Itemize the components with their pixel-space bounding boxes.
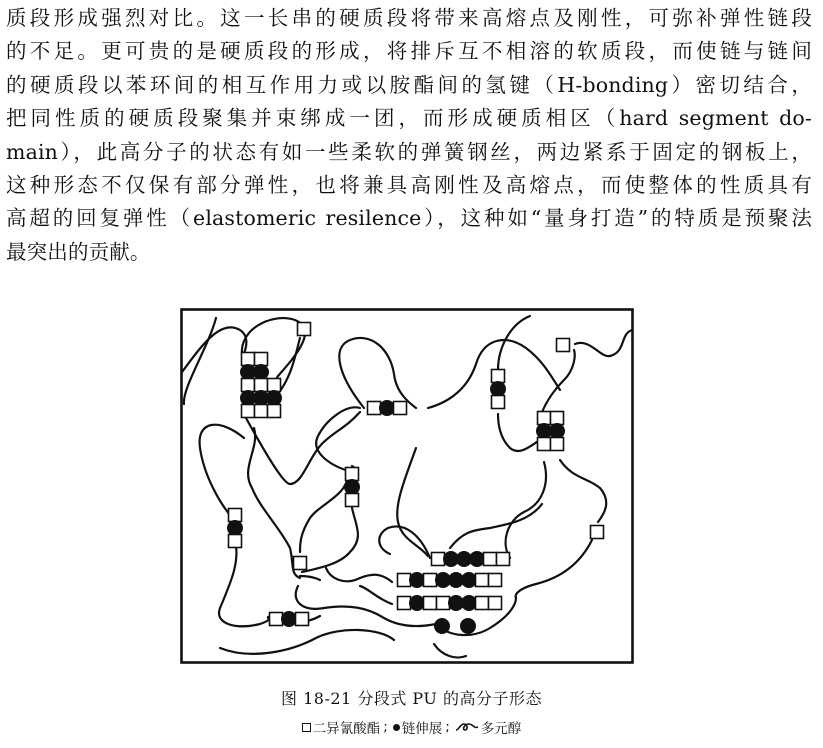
diisocyanate-square bbox=[229, 535, 242, 548]
text-line: 把同性质的硬质段聚集并束绑成一团，而形成硬质相区（hard segment do- bbox=[6, 106, 812, 131]
soft-segment-chain bbox=[200, 425, 244, 520]
diisocyanate-square bbox=[437, 597, 450, 610]
soft-segment-chain bbox=[575, 330, 632, 356]
diisocyanate-square bbox=[368, 402, 381, 415]
soft-segment-chain bbox=[379, 526, 430, 558]
text-line: 最突出的贡献。 bbox=[6, 239, 151, 264]
soft-segment-chain bbox=[506, 462, 546, 558]
text-line: 质段形成强烈对比。这一长串的硬质段将带来高熔点及刚性，可弥补弹性链段 bbox=[6, 6, 812, 30]
soft-segment-chain bbox=[326, 568, 392, 582]
soft-segment-chain bbox=[184, 318, 216, 404]
legend-item-chain-extender bbox=[393, 717, 443, 737]
chain-extender-dot bbox=[550, 424, 564, 438]
soft-segment-chain bbox=[300, 576, 320, 580]
diisocyanate-square bbox=[484, 553, 497, 566]
text-line: 的硬质段以苯环间的相互作用力或以胺酯间的氢键（H-bonding）密切结合， bbox=[6, 72, 812, 97]
soft-segment-chain bbox=[560, 460, 606, 522]
text-line: main），此高分子的状态有如一些柔软的弹簧钢丝，两边紧系于固定的钢板上， bbox=[6, 139, 812, 164]
soft-segment-chain bbox=[248, 428, 300, 578]
chain-extender-dot bbox=[228, 521, 242, 535]
text-line: 的不足。更可贵的是硬质段的形成，将排斥互不相溶的软质段，而使链与链间 bbox=[6, 39, 812, 64]
chain-extender-dot bbox=[491, 382, 505, 396]
diisocyanate-square bbox=[476, 574, 489, 587]
diisocyanate-square bbox=[591, 526, 604, 539]
square-icon bbox=[302, 723, 311, 732]
legend-item-polyol bbox=[455, 717, 522, 737]
diisocyanate-square bbox=[492, 396, 505, 409]
diisocyanate-square bbox=[296, 613, 309, 626]
diisocyanate-square bbox=[424, 597, 437, 610]
diisocyanate-square bbox=[398, 574, 411, 587]
soft-segment-chain bbox=[339, 338, 416, 408]
chain-extender-dot bbox=[470, 552, 484, 566]
diisocyanate-square bbox=[432, 553, 445, 566]
diisocyanate-square bbox=[497, 553, 510, 566]
figure-legend bbox=[0, 717, 823, 737]
diisocyanate-square bbox=[255, 353, 268, 366]
chain-extender-dot bbox=[410, 573, 424, 587]
diisocyanate-square bbox=[298, 323, 311, 336]
chain-extender-dot bbox=[410, 596, 424, 610]
soft-segment-chain bbox=[360, 586, 392, 604]
diisocyanate-square bbox=[492, 370, 505, 383]
legend-label: 多元醇 bbox=[480, 721, 522, 737]
chain-extender-dot bbox=[267, 391, 281, 405]
figure-caption: 图 18-21 分段式 PU 的高分子形态 bbox=[281, 689, 542, 708]
chain-extender-dot bbox=[282, 612, 296, 626]
diisocyanate-square bbox=[551, 438, 564, 451]
soft-segment-chain bbox=[300, 476, 348, 552]
soft-segment-chain bbox=[498, 414, 540, 451]
diisocyanate-square bbox=[242, 353, 255, 366]
chain-extender-dot bbox=[462, 596, 476, 610]
diisocyanate-square bbox=[398, 597, 411, 610]
soft-segment-chain bbox=[516, 540, 592, 598]
diisocyanate-square bbox=[242, 379, 255, 392]
chain-extender-dot bbox=[380, 401, 394, 415]
pu-morphology-diagram bbox=[180, 308, 634, 664]
chain-extender-dot bbox=[435, 619, 449, 633]
legend-label: 二异氰酸酯 bbox=[312, 721, 381, 737]
chain-extender-dot bbox=[254, 365, 268, 379]
text-line: 高超的回复弹性（elastomeric resilence），这种如“量身打造”的特质是预聚法 bbox=[6, 206, 812, 231]
chain-extender-dot bbox=[345, 480, 359, 494]
soft-segment-chain bbox=[434, 644, 466, 658]
legend-item-diisocyanate bbox=[302, 717, 381, 737]
diisocyanate-square bbox=[424, 574, 437, 587]
chain-extender-dot bbox=[461, 619, 475, 633]
diisocyanate-square bbox=[255, 405, 268, 418]
diisocyanate-square bbox=[270, 613, 283, 626]
body-paragraph bbox=[6, 2, 812, 269]
diisocyanate-square bbox=[557, 339, 570, 352]
diisocyanate-square bbox=[394, 402, 407, 415]
legend-separator: ; bbox=[383, 719, 388, 735]
diisocyanate-square bbox=[538, 438, 551, 451]
diisocyanate-square bbox=[551, 412, 564, 425]
soft-segment-chain bbox=[498, 316, 530, 370]
diisocyanate-square bbox=[346, 468, 359, 481]
coil-icon bbox=[455, 721, 479, 733]
soft-segment-chain bbox=[219, 541, 270, 626]
text-line: 这种形态不仅保有部分弹性，也将兼具高刚性及高熔点，而使整体的性质具有 bbox=[6, 173, 812, 198]
diisocyanate-square bbox=[346, 494, 359, 507]
diisocyanate-square bbox=[489, 574, 502, 587]
soft-segment-chain bbox=[246, 412, 360, 484]
soft-segment-chain bbox=[542, 350, 575, 412]
diisocyanate-square bbox=[255, 379, 268, 392]
soft-segment-chain bbox=[182, 327, 246, 372]
chain-extender-dot bbox=[462, 573, 476, 587]
diisocyanate-square bbox=[489, 597, 502, 610]
diisocyanate-square bbox=[268, 405, 281, 418]
legend-label: 链伸展 bbox=[401, 721, 443, 737]
soft-segment-chain bbox=[220, 630, 394, 654]
diisocyanate-square bbox=[229, 509, 242, 522]
diisocyanate-square bbox=[476, 597, 489, 610]
diisocyanate-square bbox=[268, 379, 281, 392]
legend-separator: ; bbox=[445, 719, 450, 735]
diisocyanate-square bbox=[538, 412, 551, 425]
dot-icon bbox=[393, 724, 400, 731]
diisocyanate-square bbox=[294, 557, 307, 570]
diisocyanate-square bbox=[242, 405, 255, 418]
soft-segment-chain bbox=[397, 448, 428, 556]
